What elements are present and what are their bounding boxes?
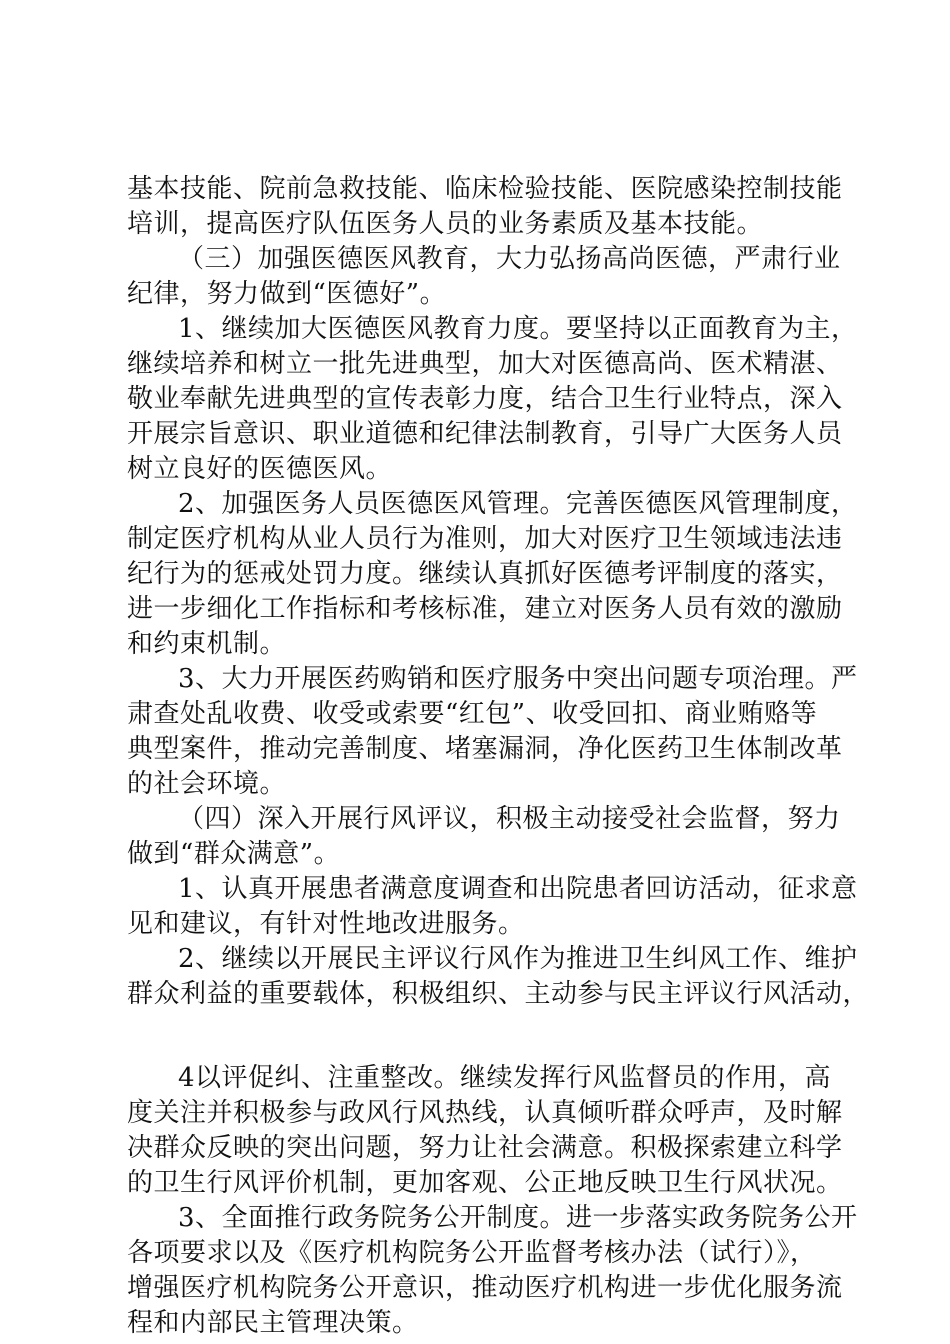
text-line: 树立良好的医德医风。: [127, 454, 393, 484]
text-line: 开展宗旨意识、职业道德和纪律法制教育，引导广大医务人员: [127, 419, 843, 449]
text-line: 决群众反映的突出问题，努力让社会满意。积极探索建立科学: [127, 1133, 843, 1163]
text-line: （四）深入开展行风评议，积极主动接受社会监督，努力: [178, 804, 841, 834]
text-line: 1、认真开展患者满意度调查和出院患者回访活动，征求意: [178, 874, 858, 904]
text-line: 典型案件，推动完善制度、堵塞漏洞，净化医药卫生体制改革: [127, 734, 843, 764]
text-line: 各项要求以及《医疗机构院务公开监督考核办法（试行）》，: [127, 1238, 817, 1268]
text-line: 3、全面推行政务院务公开制度。进一步落实政务院务公开: [178, 1203, 858, 1233]
text-line: 见和建议，有针对性地改进服务。: [127, 909, 525, 939]
text-line: （三）加强医德医风教育，大力弘扬高尚医德，严肃行业: [178, 244, 841, 274]
text-line: 制定医疗机构从业人员行为准则，加大对医疗卫生领域违法违: [127, 524, 843, 554]
text-line: 2、加强医务人员医德医风管理。完善医德医风管理制度，: [178, 489, 858, 519]
text-line: 和约束机制。: [127, 629, 287, 659]
text-line: 3、大力开展医药购销和医疗服务中突出问题专项治理。严: [178, 664, 858, 694]
text-line: 肃查处乱收费、收受或索要“红包”、收受回扣、商业贿赂等: [127, 699, 818, 729]
text-line: 敬业奉献先进典型的宣传表彰力度，结合卫生行业特点，深入: [127, 384, 843, 414]
text-line: 2、继续以开展民主评议行风作为推进卫生纠风工作、维护: [178, 944, 858, 974]
text-line: 的卫生行风评价机制，更加客观、公正地反映卫生行风状况。: [127, 1168, 843, 1198]
text-line: 1、继续加大医德医风教育力度。要坚持以正面教育为主，: [178, 314, 858, 344]
text-line: 度关注并积极参与政风行风热线，认真倾听群众呼声，及时解: [127, 1098, 843, 1128]
text-line: 的社会环境。: [127, 769, 287, 799]
text-line: 做到“群众满意”。: [127, 839, 341, 869]
text-line: 纪行为的惩戒处罚力度。继续认真抓好医德考评制度的落实，: [127, 559, 843, 589]
text-line: 程和内部民主管理决策。: [127, 1308, 419, 1338]
text-line: 基本技能、院前急救技能、临床检验技能、医院感染控制技能: [127, 174, 843, 204]
text-line: 群众利益的重要载体，积极组织、主动参与民主评议行风活动，: [127, 979, 870, 1009]
text-line: 4以评促纠、注重整改。继续发挥行风监督员的作用，高: [178, 1063, 832, 1093]
text-line: 培训，提高医疗队伍医务人员的业务素质及基本技能。: [127, 209, 764, 239]
text-line: 继续培养和树立一批先进典型，加大对医德高尚、医术精湛、: [127, 349, 843, 379]
text-line: 进一步细化工作指标和考核标准，建立对医务人员有效的激励: [127, 594, 843, 624]
text-line: 增强医疗机构院务公开意识，推动医疗机构进一步优化服务流: [127, 1273, 843, 1303]
text-line: 纪律，努力做到“医德好”。: [127, 279, 447, 309]
